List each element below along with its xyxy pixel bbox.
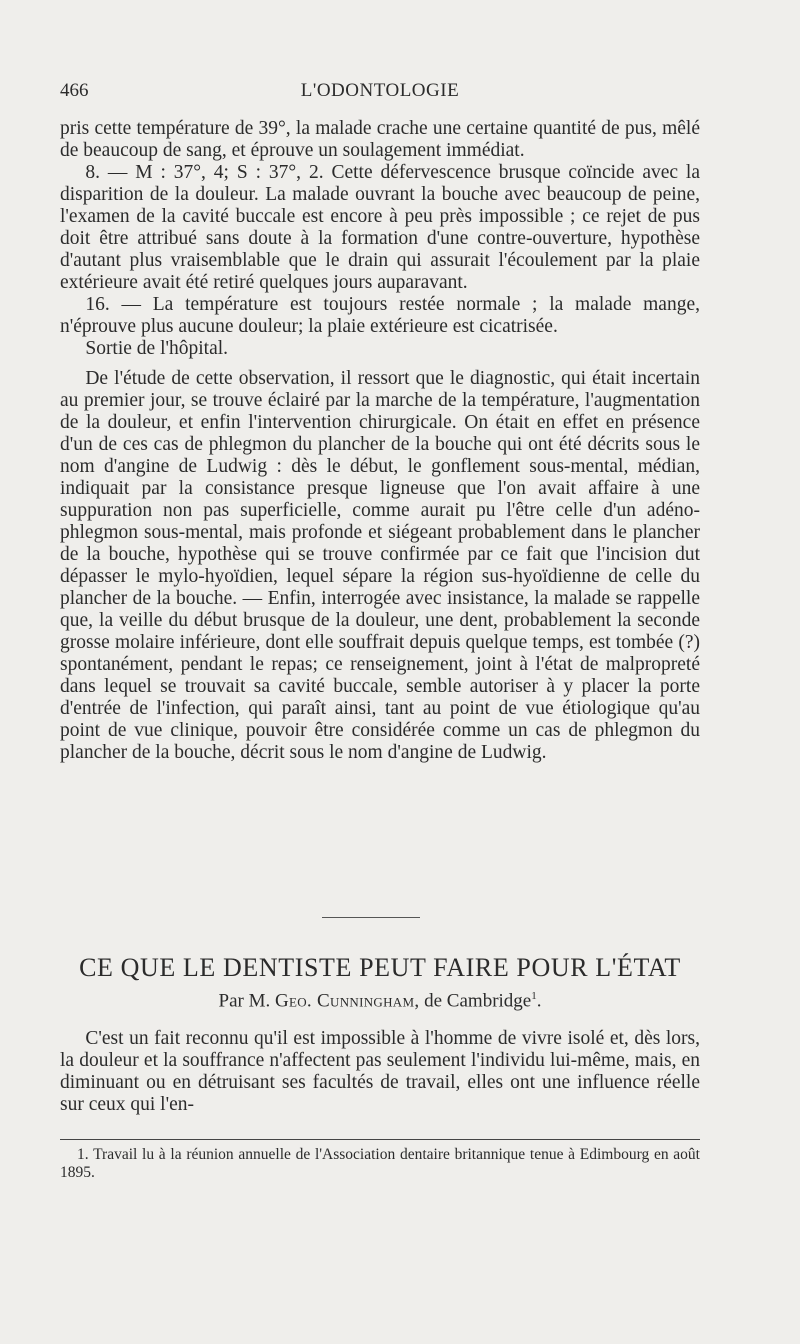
footnote-rule [60,1139,700,1140]
paragraph: 8. — M : 37°, 4; S : 37°, 2. Cette défervescence brusque coïncide avec la disparition de la douleur. La malade ouvrant la bouche avec beaucoup de peine, l'examen de la cavité buccale est encore à peu près impossible ; ce rejet de pus doit être attribué sans doute à la formation d'une contre-ouverture, hypothèse d'autant plus vraisemblable que le drain qui assurait l'écoulement par la plaie extérieure avait été retiré quelques jours auparavant. [60,162,700,293]
footnote-text: 1. Travail lu à la réunion annuelle de l'Association dentaire britannique tenue à Edimbourg en août 1895. [60,1146,700,1181]
footnote [60,1146,700,1182]
observation-text [60,118,700,764]
article-text [60,1028,700,1116]
paragraph: 16. — La température est toujours restée normale ; la malade mange, n'éprouve plus aucune douleur; la plaie extérieure est cicatrisée. [60,294,700,337]
byline-prefix: Par M. [218,990,271,1012]
paragraph: C'est un fait reconnu qu'il est impossible à l'homme de vivre isolé et, dès lors, la douleur et la souffrance n'affectent pas seulement l'individu lui-même, mais, en diminuant ou en détruisant ses facultés de travail, elles ont une influence réelle sur ceux qui l'en- [60,1028,700,1115]
paragraph: De l'étude de cette observation, il ressort que le diagnostic, qui était incertain au premier jour, se trouve éclairé par la marche de la température, l'augmentation de la douleur, et enfin l'intervention chirurgicale. On était en effet en présence d'un de ces cas de phlegmon du plancher de la bouche qui ont été décrits sous le nom d'angine de Ludwig : dès le début, le gonflement sous-mental, médian, indiquait par la consistance presque ligneuse que l'on avait affaire à une suppuration non pas superficielle, comme aurait pu l'être celle d'un adéno-phlegmon sous-mental, mais profonde et siégeant probablement dans le plancher de la bouche, hypothèse qui se trouve confirmée par ce fait que l'incision dut dépasser le mylo-hyoïdien, lequel sépare la région sus-hyoïdienne de celle du plancher de la bouche. — Enfin, interrogée avec insistance, la malade se rappelle que, la veille du début brusque de la douleur, une dent, probablement la seconde grosse molaire inférieure, dont elle souffrait depuis quelque temps, est tombée (?) spontanément, pendant le repas; ce renseignement, joint à l'état de malpropreté dans lequel se trouvait sa cavité buccale, semble autoriser à y placer la porte d'entrée de l'infection, qui paraît ainsi, tant au point de vue étiologique qu'au point de vue clinique, pouvoir être considérée comme un cas de phlegmon du plancher de la bouche, décrit sous le nom d'angine de Ludwig. [60,368,700,763]
footnote-mark: 1 [531,990,537,1002]
paragraph: pris cette température de 39°, la malade crache une certaine quantité de pus, mêlé de beaucoup de sang, et éprouve un soulagement immédiat. [60,118,700,161]
byline-author: Geo. Cunningham, [274,990,420,1012]
page-number: 466 [60,80,89,101]
paragraph: Sortie de l'hôpital. [85,338,229,359]
article-title: CE QUE LE DENTISTE PEUT FAIRE POUR L'ÉTAT [79,953,681,982]
section-separator [322,917,420,918]
byline-suffix: de Cambridge [424,990,532,1012]
page-header [60,80,700,110]
article-byline: Par M. Geo. Cunningham, de Cambridge$^1$. [218,990,542,1012]
running-title: L'ODONTOLOGIE [300,80,460,101]
